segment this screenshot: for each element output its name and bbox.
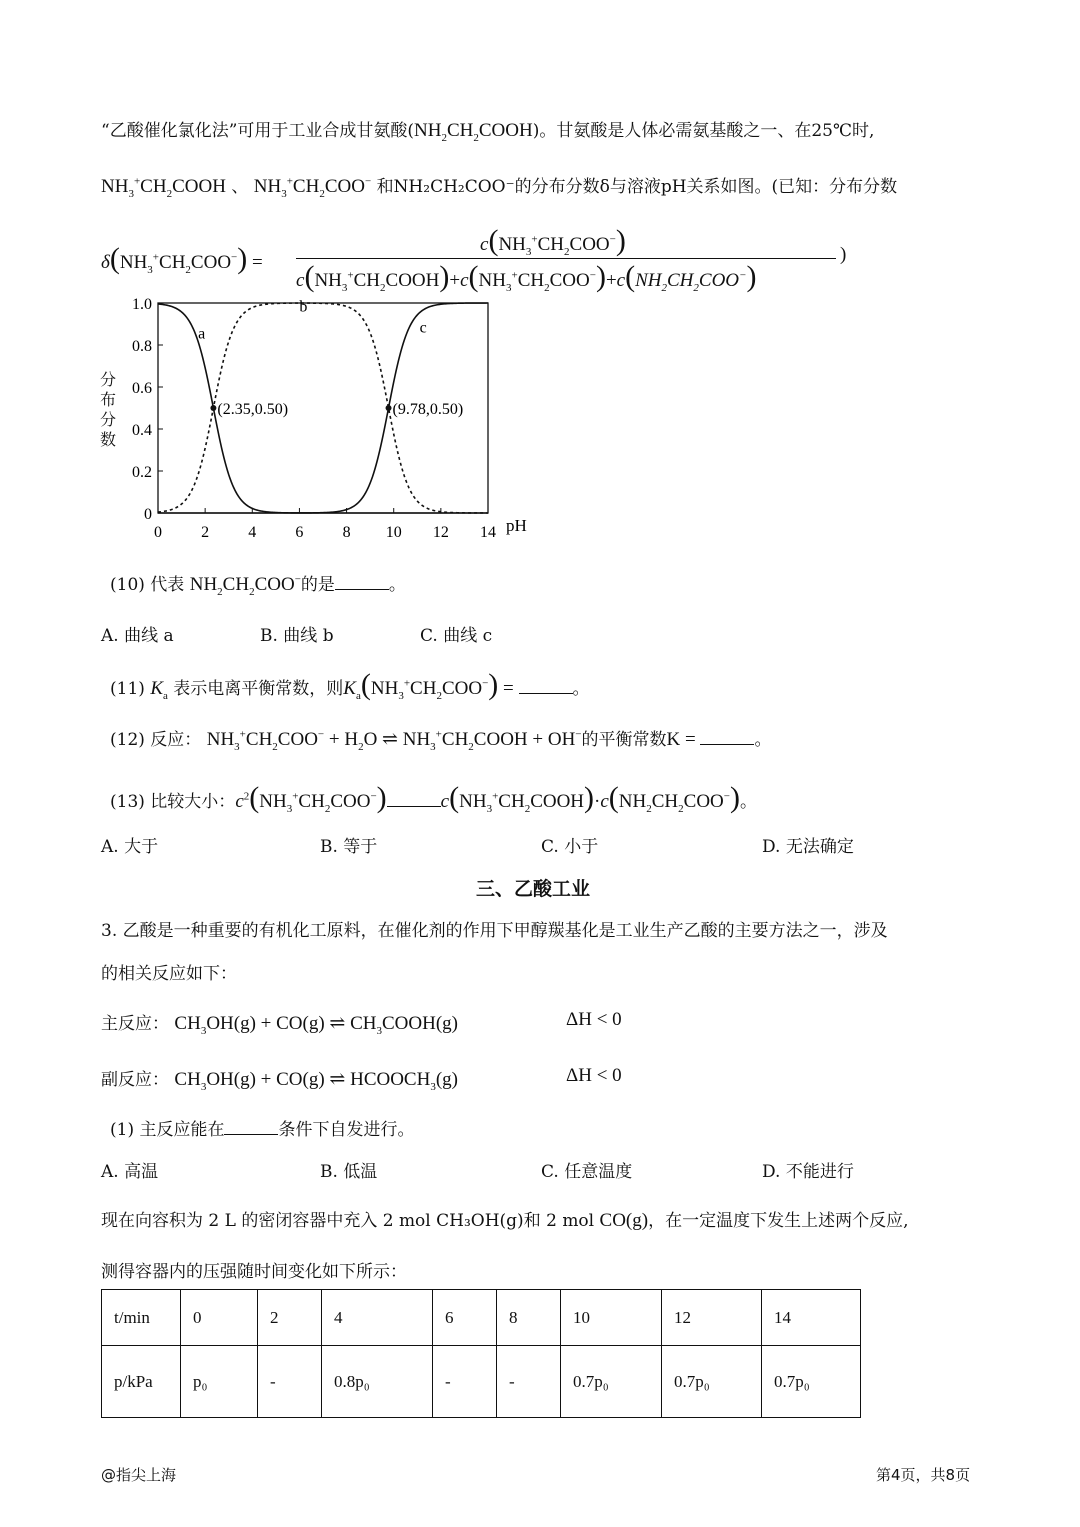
x-tick-label: 12 <box>432 524 449 541</box>
q10-formula: $NH_2CH_2COO^-$ <box>189 573 301 598</box>
page-number: 第4页，共8页 <box>876 1466 971 1484</box>
y-tick-label: 0.2 <box>132 464 152 481</box>
delta-close-paren: ) <box>840 244 847 265</box>
q12-equation: $NH_3^+CH_2COO^- + H_2O$ ⇌ $NH_3^+CH_2COOH + OH^-$ <box>206 728 582 753</box>
q3-line-2: 的相关反应如下： <box>101 964 237 984</box>
header-cell: 14 <box>762 1290 861 1346</box>
crossing-point <box>210 405 216 411</box>
y-tick-label: 0.4 <box>132 422 152 439</box>
answer-blank[interactable] <box>519 679 573 694</box>
formula-cation: $NH_3^+CH_2COOH$ <box>101 175 226 200</box>
side-dh: ΔH < 0 <box>566 1065 622 1086</box>
table-row <box>102 1290 861 1346</box>
series-label-b: b <box>299 298 308 316</box>
header-cell: 4 <box>322 1290 433 1346</box>
q3-1: (1) 主反应能在 条件下自发进行。 <box>110 1120 415 1140</box>
value-cell: 0.8p₀ <box>322 1346 433 1418</box>
x-tick-label: 14 <box>480 524 496 541</box>
x-tick-label: 10 <box>385 524 402 541</box>
y-tick-label: 0.6 <box>132 380 152 397</box>
delta-numerator: $c(NH_3^+CH_2COO^-)$ <box>480 224 626 258</box>
intro-line-1: “乙酸催化氯化法”可用于工业合成甘氨酸$(NH_2CH_2COOH)$。甘氨酸是人体必需氨基酸之一、在25℃时, <box>101 120 875 144</box>
q3-line-1: 3. 乙酸是一种重要的有机化工原料，在催化剂的作用下甲醇羰基化是工业生产乙酸的主要方法之一，涉及 <box>101 921 888 941</box>
main-reaction: 主反应： $CH_3OH(g) + CO(g)$ ⇌ $CH_3COOH(g)$ <box>101 1013 458 1037</box>
header-cell: 10 <box>561 1290 662 1346</box>
main-dh: ΔH < 0 <box>566 1009 622 1030</box>
value-cell: 0.7p₀ <box>662 1346 762 1418</box>
delta-lhs: $\delta(NH_3^+CH_2COO^-)$ = <box>101 242 263 276</box>
intro-line-2: $NH_3^+CH_2COOH$ 、 $NH_3^+CH_2COO^-$ 和NH₂CH₂COO⁻的分布分数δ与溶液pH关系如图。(已知：分布分数 <box>101 175 898 200</box>
distribution-chart <box>90 295 540 550</box>
header-cell: 8 <box>497 1290 561 1346</box>
q3-line-3: 现在向容积为 2 L 的密闭容器中充入 2 mol CH₃OH(g)和 2 mol CO(g)，在一定温度下发生上述两个反应, <box>101 1210 909 1231</box>
header-cell: 0 <box>181 1290 258 1346</box>
x-tick-label: 2 <box>201 524 210 541</box>
delta-denominator: $c(NH_3^+CH_2COOH)+c(NH_3^+CH_2COO^-)+c(NH_2CH_2COO^-)$ <box>296 260 757 294</box>
q13-option-d[interactable]: D. 无法确定 <box>762 837 854 857</box>
answer-blank[interactable] <box>700 730 754 745</box>
q3-line-4: 测得容器内的压强随时间变化如下所示： <box>101 1262 407 1282</box>
y-axis-label: 分布分数 <box>100 370 117 449</box>
header-cell: t/min <box>102 1290 181 1346</box>
answer-blank[interactable] <box>224 1120 278 1135</box>
series-label-c: c <box>419 319 427 337</box>
section-title: 三、乙酸工业 <box>476 878 591 900</box>
value-cell: 0.7p₀ <box>561 1346 662 1418</box>
crossing-point <box>386 405 392 411</box>
crossing-label: (9.78,0.50) <box>392 401 464 418</box>
q13: (13) 比较大小：$c^2(NH_3^+CH_2COO^-)$ $c(NH_3^+CH_2COOH)\cdot c(NH_2CH_2COO^-)$。 <box>110 781 757 815</box>
glycine-formula: $NH_2CH_2COOH$ <box>414 120 533 144</box>
header-cell: 12 <box>662 1290 762 1346</box>
footer-source: @指尖上海 <box>101 1466 177 1484</box>
formula-zwitterion: $NH_3^+CH_2COO^-$ <box>253 175 372 200</box>
q10-option-a[interactable]: A. 曲线 a <box>101 626 174 646</box>
q12: (12) 反应： $NH_3^+CH_2COO^- + H_2O$ ⇌ $NH_3^+CH_2COOH + OH^-$的平衡常数K = 。 <box>110 728 772 753</box>
q13-option-b[interactable]: B. 等于 <box>320 837 378 857</box>
q13-option-a[interactable]: A. 大于 <box>101 837 159 857</box>
x-tick-label: 0 <box>154 524 162 541</box>
q13-option-c[interactable]: C. 小于 <box>541 837 599 857</box>
value-cell: p₀ <box>181 1346 258 1418</box>
header-cell: 6 <box>433 1290 497 1346</box>
value-cell: - <box>433 1346 497 1418</box>
side-reaction: 副反应： $CH_3OH(g) + CO(g)$ ⇌ $HCOOCH_3(g)$ <box>101 1069 458 1093</box>
x-tick-label: 6 <box>295 524 304 541</box>
q3-1-option-b[interactable]: B. 低温 <box>320 1162 378 1182</box>
fraction-bar <box>296 258 836 259</box>
x-axis-label: pH <box>506 516 527 535</box>
q11-formula: $K_a(NH_3^+CH_2COO^-)$ = <box>343 668 519 702</box>
value-cell: 0.7p₀ <box>762 1346 861 1418</box>
row-label-cell: p/kPa <box>102 1346 181 1418</box>
q3-1-option-d[interactable]: D. 不能进行 <box>762 1162 854 1182</box>
answer-blank[interactable] <box>335 575 389 590</box>
y-tick-label: 1.0 <box>132 296 152 313</box>
q3-1-option-a[interactable]: A. 高温 <box>101 1162 159 1182</box>
q10-option-b[interactable]: B. 曲线 b <box>260 626 334 646</box>
q10-option-c[interactable]: C. 曲线 c <box>420 626 493 646</box>
table-row <box>102 1346 861 1418</box>
x-tick-label: 4 <box>248 524 257 541</box>
q11: (11) $K_a$ 表示电离平衡常数，则$K_a(NH_3^+CH_2COO^-)$ = 。 <box>110 668 590 702</box>
q3-1-option-c[interactable]: C. 任意温度 <box>541 1162 633 1182</box>
q13-expression: $c^2(NH_3^+CH_2COO^-)$ $c(NH_3^+CH_2COOH)\cdot c(NH_2CH_2COO^-)$ <box>235 781 740 815</box>
value-cell: - <box>258 1346 322 1418</box>
pressure-table <box>101 1289 861 1418</box>
answer-blank[interactable] <box>387 792 441 807</box>
series-label-a: a <box>198 325 206 343</box>
q10: (10) 代表 $NH_2CH_2COO^-$的是 。 <box>110 573 406 598</box>
crossing-label: (2.35,0.50) <box>217 401 289 418</box>
value-cell: - <box>497 1346 561 1418</box>
y-tick-label: 0 <box>144 506 152 523</box>
x-tick-label: 8 <box>342 524 351 541</box>
y-tick-label: 0.8 <box>132 338 152 355</box>
header-cell: 2 <box>258 1290 322 1346</box>
